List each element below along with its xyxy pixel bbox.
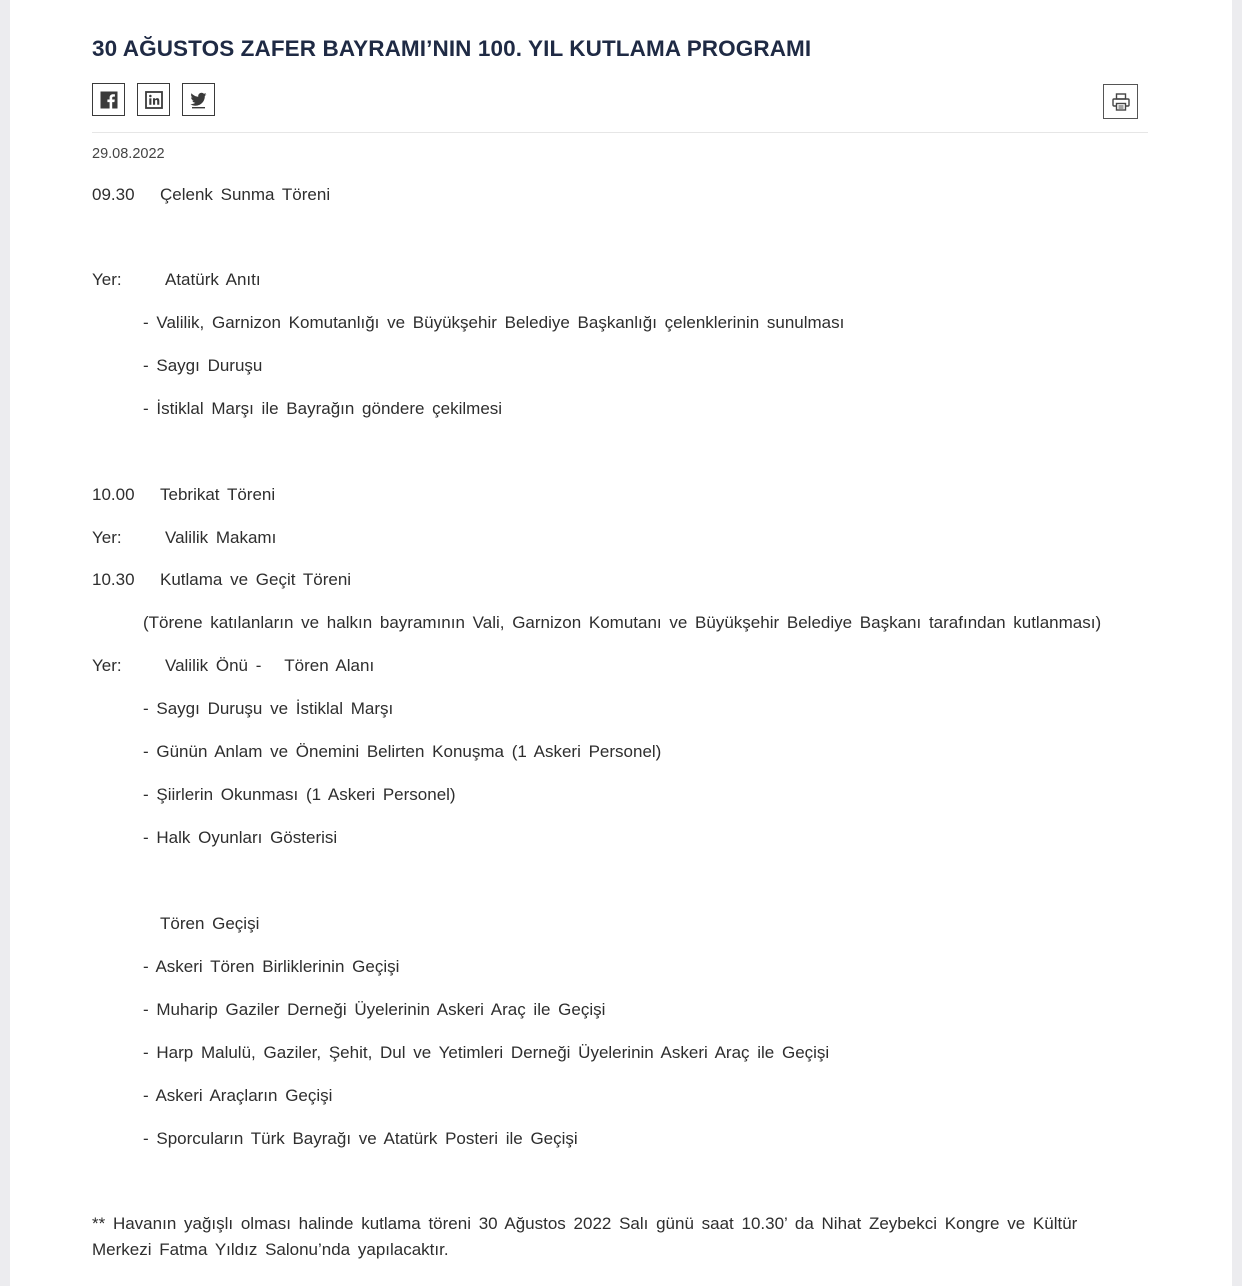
document-page bbox=[10, 0, 1232, 1286]
place-value: Valilik Makamı bbox=[165, 528, 277, 547]
place-label: Yer: bbox=[92, 656, 122, 675]
twitter-icon bbox=[189, 90, 208, 109]
list-item: - Sporcuların Türk Bayrağı ve Atatürk Posteri ile Geçişi bbox=[143, 1129, 578, 1148]
list-item: - Saygı Duruşu bbox=[143, 356, 263, 375]
list-item: - Saygı Duruşu ve İstiklal Marşı bbox=[143, 699, 394, 718]
facebook-share-button[interactable] bbox=[92, 83, 125, 116]
event-time: 10.30 bbox=[92, 570, 135, 589]
event-note: (Törene katılanların ve halkın bayramının Vali, Garnizon Komutanı ve Büyükşehir Belediye Başkanı tarafından kutlanması) bbox=[143, 613, 1102, 632]
list-item: - Askeri Tören Birliklerinin Geçişi bbox=[143, 957, 400, 976]
list-item: - İstiklal Marşı ile Bayrağın göndere çekilmesi bbox=[143, 399, 503, 418]
event-time: 10.00 bbox=[92, 485, 135, 504]
twitter-share-button[interactable] bbox=[182, 83, 215, 116]
event-time: 09.30 bbox=[92, 185, 135, 204]
facebook-icon bbox=[100, 91, 118, 109]
section-title: Tören Geçişi bbox=[160, 914, 260, 933]
print-button[interactable] bbox=[1103, 84, 1138, 119]
footnote: ** Havanın yağışlı olması halinde kutlama töreni 30 Ağustos 2022 Salı günü saat 10.30’ da Nihat Zeybekci Kongre ve Kültür Merkezi Fatma Yıldız Salonu’nda yapılacaktır. bbox=[92, 1214, 1078, 1259]
place-label: Yer: bbox=[92, 528, 122, 547]
page-title: 30 AĞUSTOS ZAFER BAYRAMI’NIN 100. YIL KUTLAMA PROGRAMI bbox=[92, 36, 812, 61]
place-value: Valilik Önü - Tören Alanı bbox=[165, 656, 375, 675]
printer-icon bbox=[1111, 92, 1131, 112]
linkedin-icon bbox=[145, 91, 163, 109]
event-title: Tebrikat Töreni bbox=[160, 485, 276, 504]
event-title: Çelenk Sunma Töreni bbox=[160, 185, 331, 204]
list-item: - Şiirlerin Okunması (1 Askeri Personel) bbox=[143, 785, 456, 804]
list-item: - Muharip Gaziler Derneği Üyelerinin Askeri Araç ile Geçişi bbox=[143, 1000, 606, 1019]
place-value: Atatürk Anıtı bbox=[165, 270, 261, 289]
list-item: - Askeri Araçların Geçişi bbox=[143, 1086, 333, 1105]
place-label: Yer: bbox=[92, 270, 122, 289]
event-title: Kutlama ve Geçit Töreni bbox=[160, 570, 352, 589]
publish-date: 29.08.2022 bbox=[92, 146, 165, 162]
list-item: - Valilik, Garnizon Komutanlığı ve Büyükşehir Belediye Başkanlığı çelenklerinin sunulması bbox=[143, 313, 845, 332]
list-item: - Günün Anlam ve Önemini Belirten Konuşma (1 Askeri Personel) bbox=[143, 742, 662, 761]
list-item: - Harp Malulü, Gaziler, Şehit, Dul ve Yetimleri Derneği Üyelerinin Askeri Araç ile Geçişi bbox=[143, 1043, 830, 1062]
linkedin-share-button[interactable] bbox=[137, 83, 170, 116]
header-divider bbox=[92, 132, 1148, 133]
list-item: - Halk Oyunları Gösterisi bbox=[143, 828, 338, 847]
